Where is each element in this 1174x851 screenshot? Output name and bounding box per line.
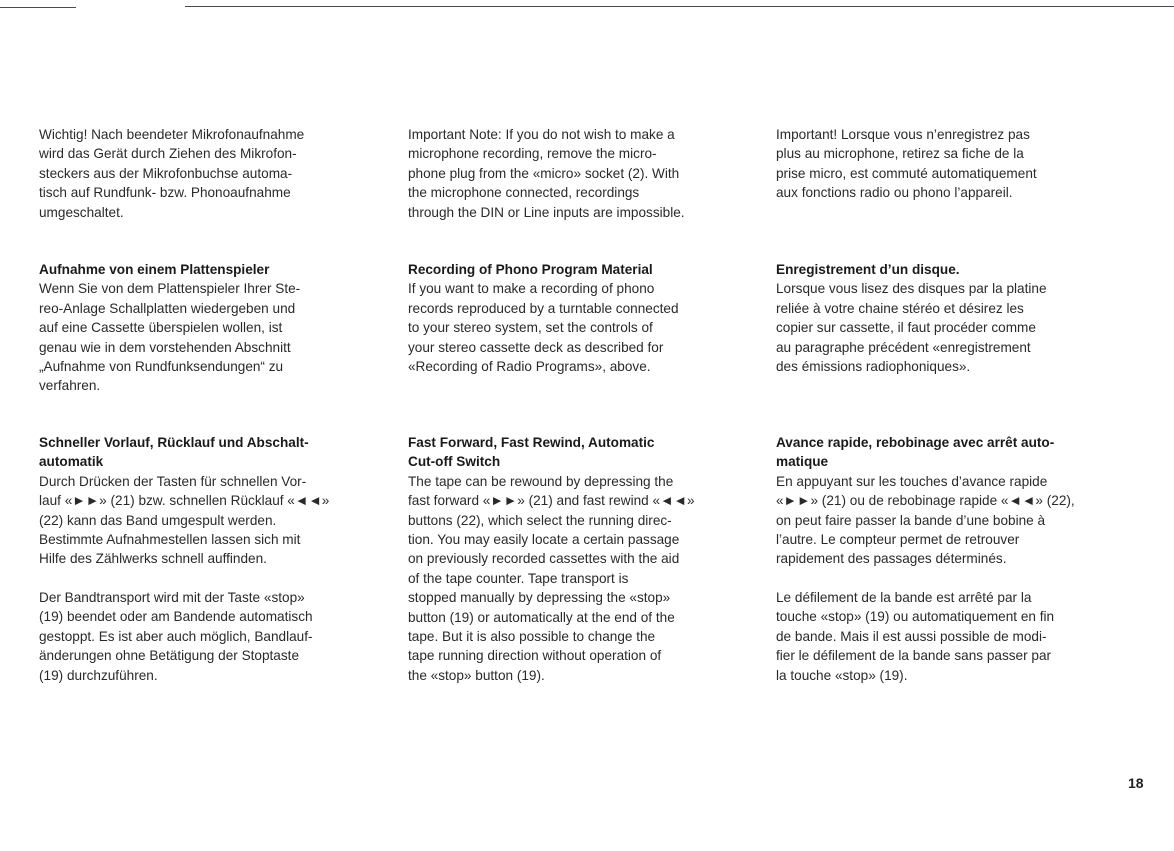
german-transport-section [39,588,389,685]
french-fast-heading: Avance rapide, rebobinage avec arrêt auto- matique [776,435,1055,470]
english-phono-body: If you want to make a recording of phono records reproduced by a turntable connected to your stereo system, set the controls of your stereo cassette deck as described for «Recording of Radio Programs», above. [408,281,679,375]
german-phono-body: Wenn Sie von dem Plattenspieler Ihrer Ste- reo-Anlage Schallplatten wiedergeben und auf eine Cassette überspielen wollen, ist genau wie in dem vorstehenden Abschnitt „Aufnahme von Rundfunksendungen“ zu verfahren. [39,281,301,394]
french-transport-body: Le défilement de la bande est arrêté par la touche «stop» (19) ou automatiquement en fin de bande. Mais il est aussi possible de modi- fier le défilement de la bande sans passer par la touche «stop» (19). [776,590,1055,683]
french-phono-body: Lorsque vous lisez des disques par la platine reliée à votre chaine stéréo et désirez les copier sur cassette, il faut procéder comme au paragraphe précédent «enregistrement des émissions radiophoniques». [776,281,1047,375]
french-note-text: Important! Lorsque vous n’enregistrez pas plus au microphone, retirez sa fiche de la prise micro, est commuté automatiquement aux fonctions radio ou phono l’appareil. [776,127,1037,201]
french-transport-section [776,588,1121,685]
top-rule-main [185,6,1174,7]
german-transport-body: Der Bandtransport wird mit der Taste «stop» (19) beendet oder am Bandende automatisch gestoppt. Es ist aber auch möglich, Bandlauf- änderungen ohne Betätigung der Stoptaste (19) durchzuführen. [39,590,313,683]
english-phono-section [408,260,758,376]
english-note [408,125,758,222]
german-note [39,125,389,222]
german-phono-section [39,260,389,396]
english-fast-section [408,433,758,685]
english-note-text: Important Note: If you do not wish to make a microphone recording, remove the micro- phone plug from the «micro» socket (2). With the microphone connected, recordings through the DIN or Line inputs are impossible. [408,127,685,220]
french-fast-section [776,433,1121,569]
english-fast-heading: Fast Forward, Fast Rewind, Automatic Cut-off Switch [408,435,655,470]
german-phono-heading: Aufnahme von einem Plattenspieler [39,262,270,277]
german-note-text: Wichtig! Nach beendeter Mikrofonaufnahme wird das Gerät durch Ziehen des Mikrofon- steckers aus der Mikrofonbuchse automa- tisch auf Rundfunk- bzw. Phonoaufnahme umgeschaltet. [39,127,305,220]
french-fast-body: En appuyant sur les touches d’avance rapide «►►» (21) ou de rebobinage rapide «◄◄» (22), on peut faire passer la bande d’une bobine à l’autre. Le compteur permet de retrouver rapidement des passages déterminés. [776,473,1075,567]
page-number: 18 [1128,775,1144,791]
english-phono-heading: Recording of Phono Program Material [408,262,653,277]
english-fast-body: The tape can be rewound by depressing the fast forward «►►» (21) and fast rewind «◄◄» buttons (22), which select the running direc- tion. You may easily locate a certain passage on previously recorded cassettes with the aid of the tape counter. Tape transport is stopped manually by depressing the «stop» button (19) or automatically at the end of the tape. But it is also possible to change the tape running direction without operation of the «stop» button (19). [408,473,695,683]
german-fast-body: Durch Drücken der Tasten für schnellen Vor- lauf «►►» (21) bzw. schnellen Rücklauf «◄◄» (22) kann das Band umgespult werden. Bestimmte Aufnahmestellen lassen sich mit Hilfe des Zählwerks schnell auffinden. [39,473,330,567]
french-note [776,125,1121,203]
german-fast-heading: Schneller Vorlauf, Rücklauf und Abschalt- automatik [39,435,309,470]
top-rule-left [0,7,76,8]
german-fast-section [39,433,389,569]
french-phono-heading: Enregistrement d’un disque. [776,262,960,277]
french-phono-section [776,260,1121,376]
